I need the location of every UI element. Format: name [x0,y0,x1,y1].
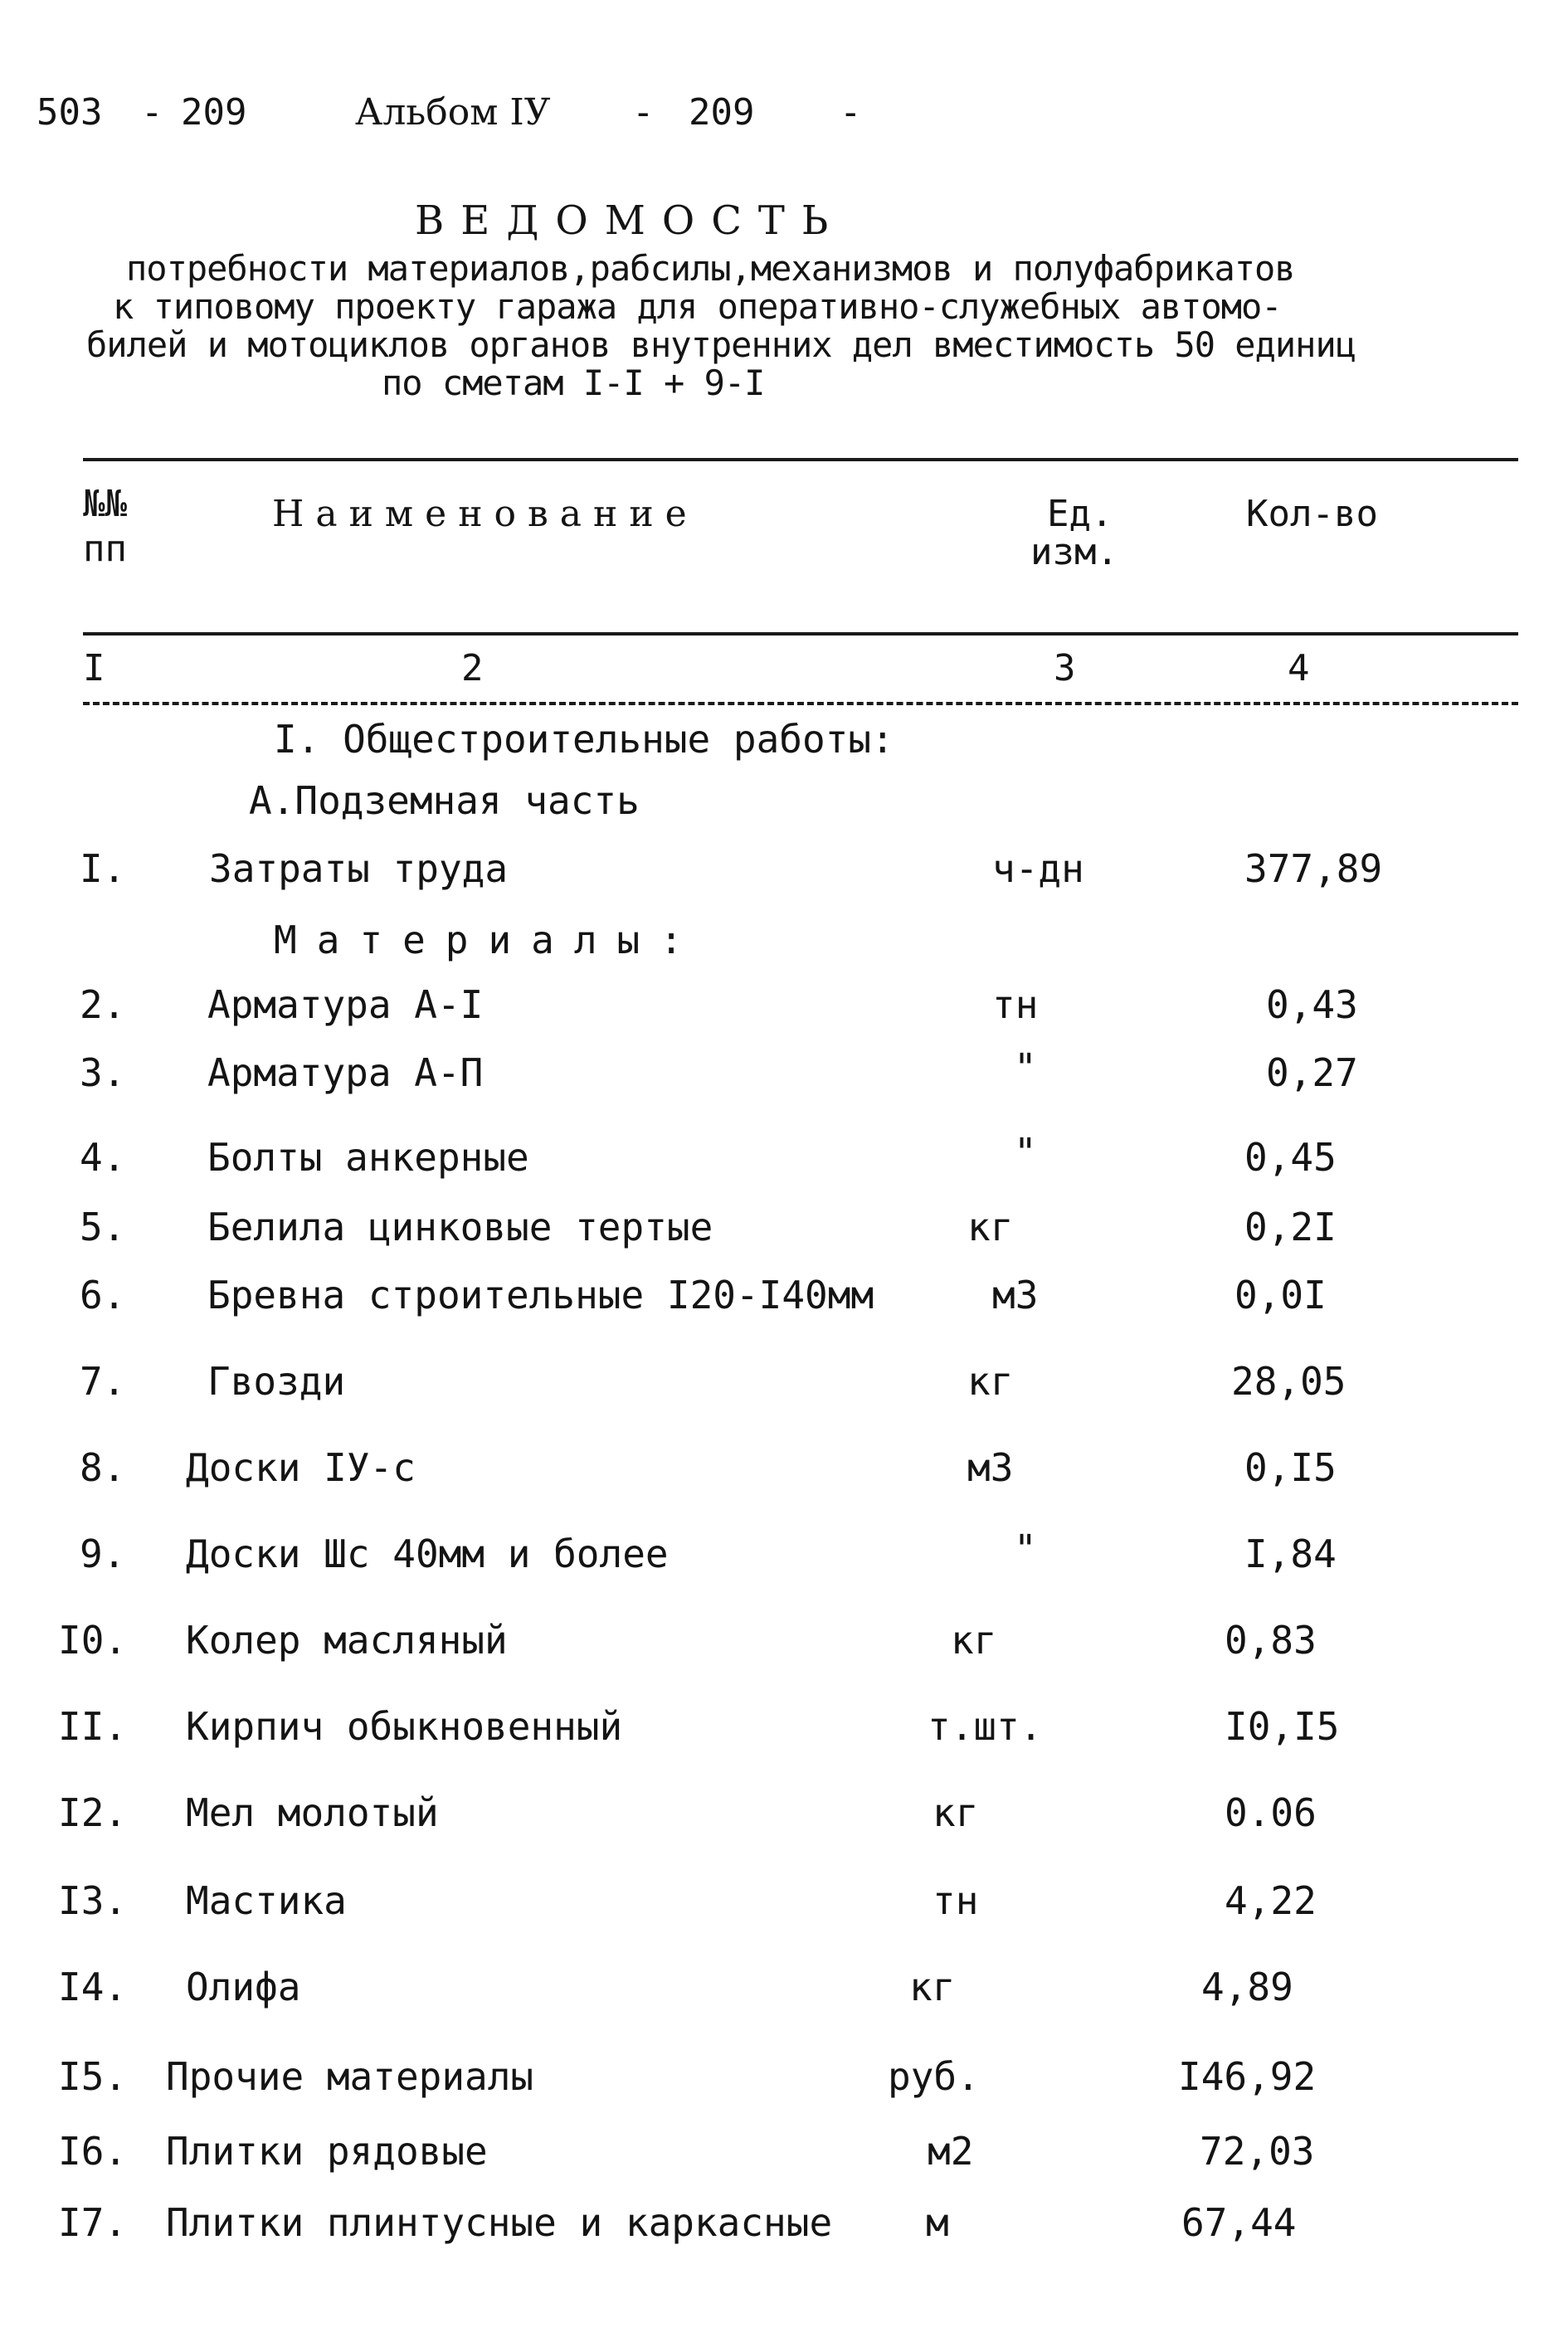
row-unit: кг [933,1790,979,1835]
subtitle-line-3: билей и мотоциклов органов внутренних дел вместимость 50 единиц [86,324,1356,365]
row-quantity: 67,44 [1181,2200,1297,2245]
column-number: I [83,647,105,689]
row-unit: тн [992,982,1039,1027]
row-name: Плитки плинтусные и каркасные [166,2200,833,2245]
column-number: 4 [1288,647,1310,689]
document-title: ВЕДОМОСТЬ [415,197,845,244]
subtitle-line-1: потребности материалов,рабсилы,механизмов и полуфабрикатов [126,248,1295,289]
row-quantity: 0,2I [1244,1205,1337,1249]
row-unit: кг [967,1359,1014,1404]
row-number: 4. [80,1135,126,1180]
row-unit: т.шт. [928,1704,1043,1749]
page-number: 503 [37,91,103,134]
row-quantity: 0,27 [1266,1050,1358,1095]
column-header-num-2: пп [83,528,127,570]
materials-heading: Материалы: [274,918,703,962]
row-number: I5. [58,2054,128,2099]
row-unit: кг [967,1205,1014,1249]
table-body-rule [83,702,1518,705]
page-number-handwritten: 209 [181,91,247,134]
row-quantity: 0,43 [1266,982,1358,1027]
header-dash: - [632,91,655,134]
row-quantity: I,84 [1244,1531,1337,1576]
row-unit: м [926,2200,949,2245]
row-quantity: 0,83 [1225,1618,1317,1663]
row-number: 6. [80,1273,126,1317]
row-quantity: 28,05 [1231,1359,1346,1404]
row-quantity: 4,89 [1201,1965,1293,2009]
table-header-rule [83,632,1518,635]
row-unit: " [1014,1045,1037,1090]
row-number: I7. [58,2200,128,2245]
subtitle-line-2: к типовому проекту гаража для оперативно-служебных автомо- [113,286,1282,327]
row-name: Колер масляный [186,1618,508,1663]
row-name: Мастика [186,1878,347,1923]
row-quantity: 0,0I [1234,1273,1327,1317]
subsection-heading: А.Подземная часть [249,778,640,823]
row-number: 2. [80,982,126,1027]
row-quantity: 0,I5 [1244,1445,1337,1490]
row-number: I0. [58,1618,128,1663]
row-name: Мел молотый [186,1790,439,1835]
row-number: 7. [80,1359,126,1404]
column-header-unit: Ед. [1047,493,1113,535]
row-name: Затраты труда [209,846,509,891]
row-number: I3. [58,1878,128,1923]
column-header-name: Наименование [272,493,699,535]
column-header-unit-2: изм. [1030,531,1118,573]
row-number: I. [80,846,126,891]
row-unit: м2 [928,2129,974,2174]
row-unit: руб. [888,2054,980,2099]
row-quantity: 4,22 [1225,1878,1317,1923]
row-number: 3. [80,1050,126,1095]
header-dash: - [840,91,862,134]
row-name: Белила цинковые тертые [207,1205,713,1249]
row-name: Плитки рядовые [166,2129,488,2174]
row-unit: " [1014,1130,1037,1175]
row-name: Доски IУ-с [186,1445,416,1490]
row-name: Прочие материалы [166,2054,534,2099]
column-number: 2 [461,647,484,689]
row-number: 9. [80,1531,126,1576]
row-name: Олифа [186,1965,301,2009]
row-number: II. [58,1704,128,1749]
row-quantity: 377,89 [1244,846,1383,891]
row-number: 5. [80,1205,126,1249]
row-quantity: 72,03 [1200,2129,1315,2174]
column-header-qty: Кол-во [1246,493,1378,535]
row-unit: ч-дн [992,846,1084,891]
row-unit: тн [933,1878,979,1923]
row-number: I6. [58,2129,128,2174]
row-name: Гвозди [207,1359,346,1404]
header-dash: - [141,91,163,134]
row-name: Арматура А-I [207,982,484,1027]
row-unit: кг [951,1618,997,1663]
row-quantity: 0.06 [1225,1790,1317,1835]
row-unit: м3 [967,1445,1014,1490]
row-name: Болты анкерные [207,1135,529,1180]
row-quantity: I46,92 [1178,2054,1317,2099]
row-name: Бревна строительные I20-I40мм [207,1273,874,1317]
column-header-num: №№ [83,483,127,525]
row-unit: м3 [992,1273,1039,1317]
row-quantity: 0,45 [1244,1135,1337,1180]
table-top-rule [83,458,1518,461]
sheet-number-handwritten: 209 [689,91,755,134]
row-number: 8. [80,1445,126,1490]
column-number: 3 [1054,647,1076,689]
row-unit: " [1014,1527,1037,1571]
row-number: I2. [58,1790,128,1835]
album-label: Альбом IУ [355,91,551,134]
row-name: Кирпич обыкновенный [186,1704,623,1749]
row-name: Доски Шс 40мм и более [186,1531,669,1576]
row-unit: кг [909,1965,956,2009]
row-quantity: I0,I5 [1225,1704,1340,1749]
row-number: I4. [58,1965,128,2009]
subtitle-line-4: по сметам I-I + 9-I [382,363,765,403]
section-heading: I. Общестроительные работы: [274,717,894,762]
row-name: Арматура А-П [207,1050,484,1095]
